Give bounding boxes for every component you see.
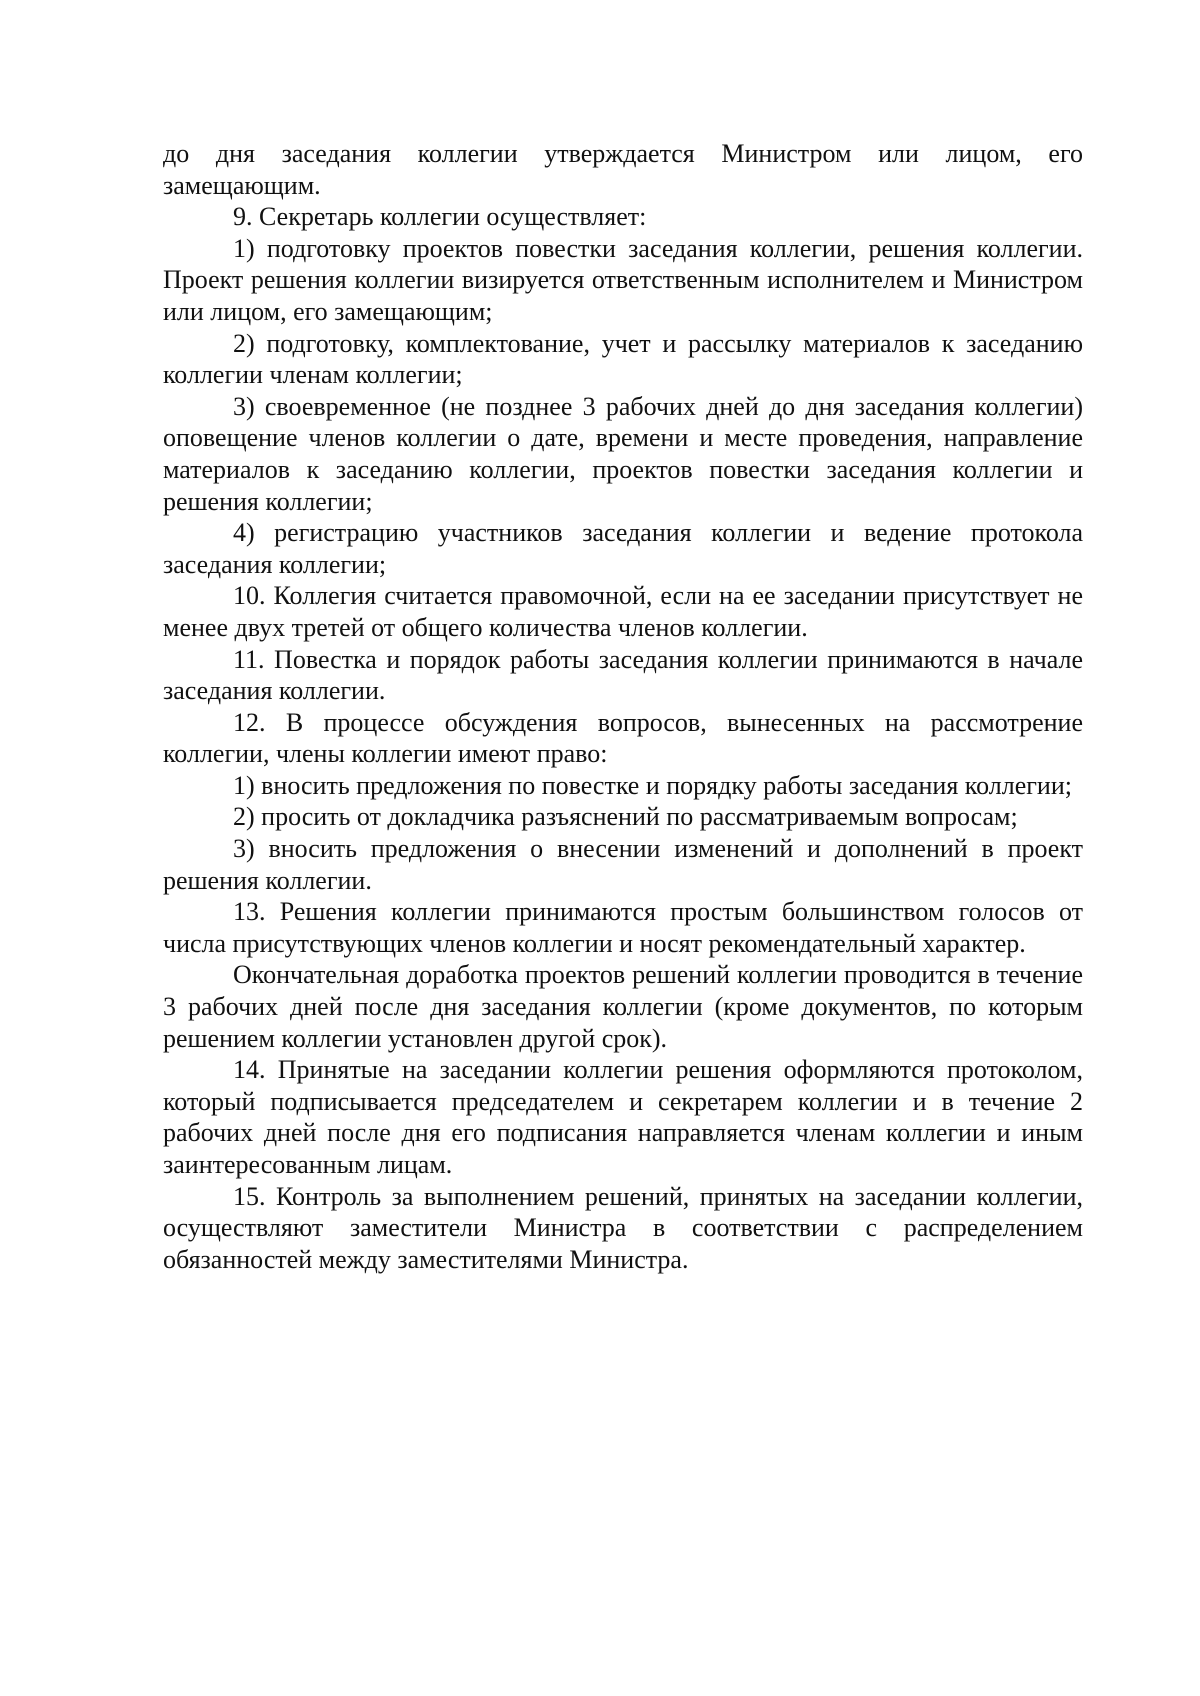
- paragraph-item-12-1: 1) вносить предложения по повестке и порядку работы заседания коллегии;: [233, 770, 1072, 800]
- paragraph-item-12-2: 2) просить от докладчика разъяснений по рассматриваемым вопросам;: [233, 802, 1018, 832]
- paragraph-item-12-3: 3) вносить предложения о внесении изменений и дополнений в проект решения коллегии.: [163, 834, 1083, 895]
- paragraph-item-14: 14. Принятые на заседании коллегии решения оформляются протоколом, который подписывается председателем и секретарем коллегии и в течение 2 рабочих дней после дня его подписания направляется членам коллегии и иным заинтересованным лицам.: [163, 1055, 1083, 1179]
- paragraph-item-10: 10. Коллегия считается правомочной, если на ее заседании присутствует не менее двух третей от общего количества членов коллегии.: [163, 581, 1083, 642]
- paragraph-item-12: 12. В процессе обсуждения вопросов, вынесенных на рассмотрение коллегии, члены коллегии имеют право:: [163, 707, 1083, 769]
- paragraph-item-9-4: 4) регистрацию участников заседания коллегии и ведение протокола заседания коллегии;: [163, 518, 1083, 579]
- paragraph-item-15: 15. Контроль за выполнением решений, принятых на заседании коллегии, осуществляют заместители Министра в соответствии с распределением обязанностей между заместителями Министра.: [163, 1181, 1083, 1274]
- paragraph-item-13: 13. Решения коллегии принимаются простым большинством голосов от числа присутствующих членов коллегии и носят рекомендательный характер.: [163, 897, 1083, 958]
- paragraph-item-9-3: 3) своевременное (не позднее 3 рабочих дней до дня заседания коллегии) оповещение членов коллегии о дате, времени и месте проведения, направление материалов к заседанию коллегии, проектов повестки заседания коллегии и решения коллегии;: [163, 391, 1083, 516]
- paragraph-item-9-1: 1) подготовку проектов повестки заседания коллегии, решения коллегии. Проект решения коллегии визируется ответственным исполнителем и Министром или лицом, его замещающим;: [163, 233, 1083, 326]
- paragraph-item-13-finalization: Окончательная доработка проектов решений коллегии проводится в течение 3 рабочих дней после дня заседания коллегии (кроме документов, по которым решением коллегии установлен другой срок).: [163, 960, 1083, 1053]
- paragraph-item-9: 9. Секретарь коллегии осуществляет:: [233, 202, 647, 232]
- paragraph-item-9-2: 2) подготовку, комплектование, учет и рассылку материалов к заседанию коллегии членам коллегии;: [163, 328, 1083, 390]
- document-body: [163, 138, 1083, 1275]
- paragraph-continuation: до дня заседания коллегии утверждается Министром или лицом, его замещающим.: [163, 139, 1083, 200]
- paragraph-item-11: 11. Повестка и порядок работы заседания коллегии принимаются в начале заседания коллегии.: [163, 644, 1083, 706]
